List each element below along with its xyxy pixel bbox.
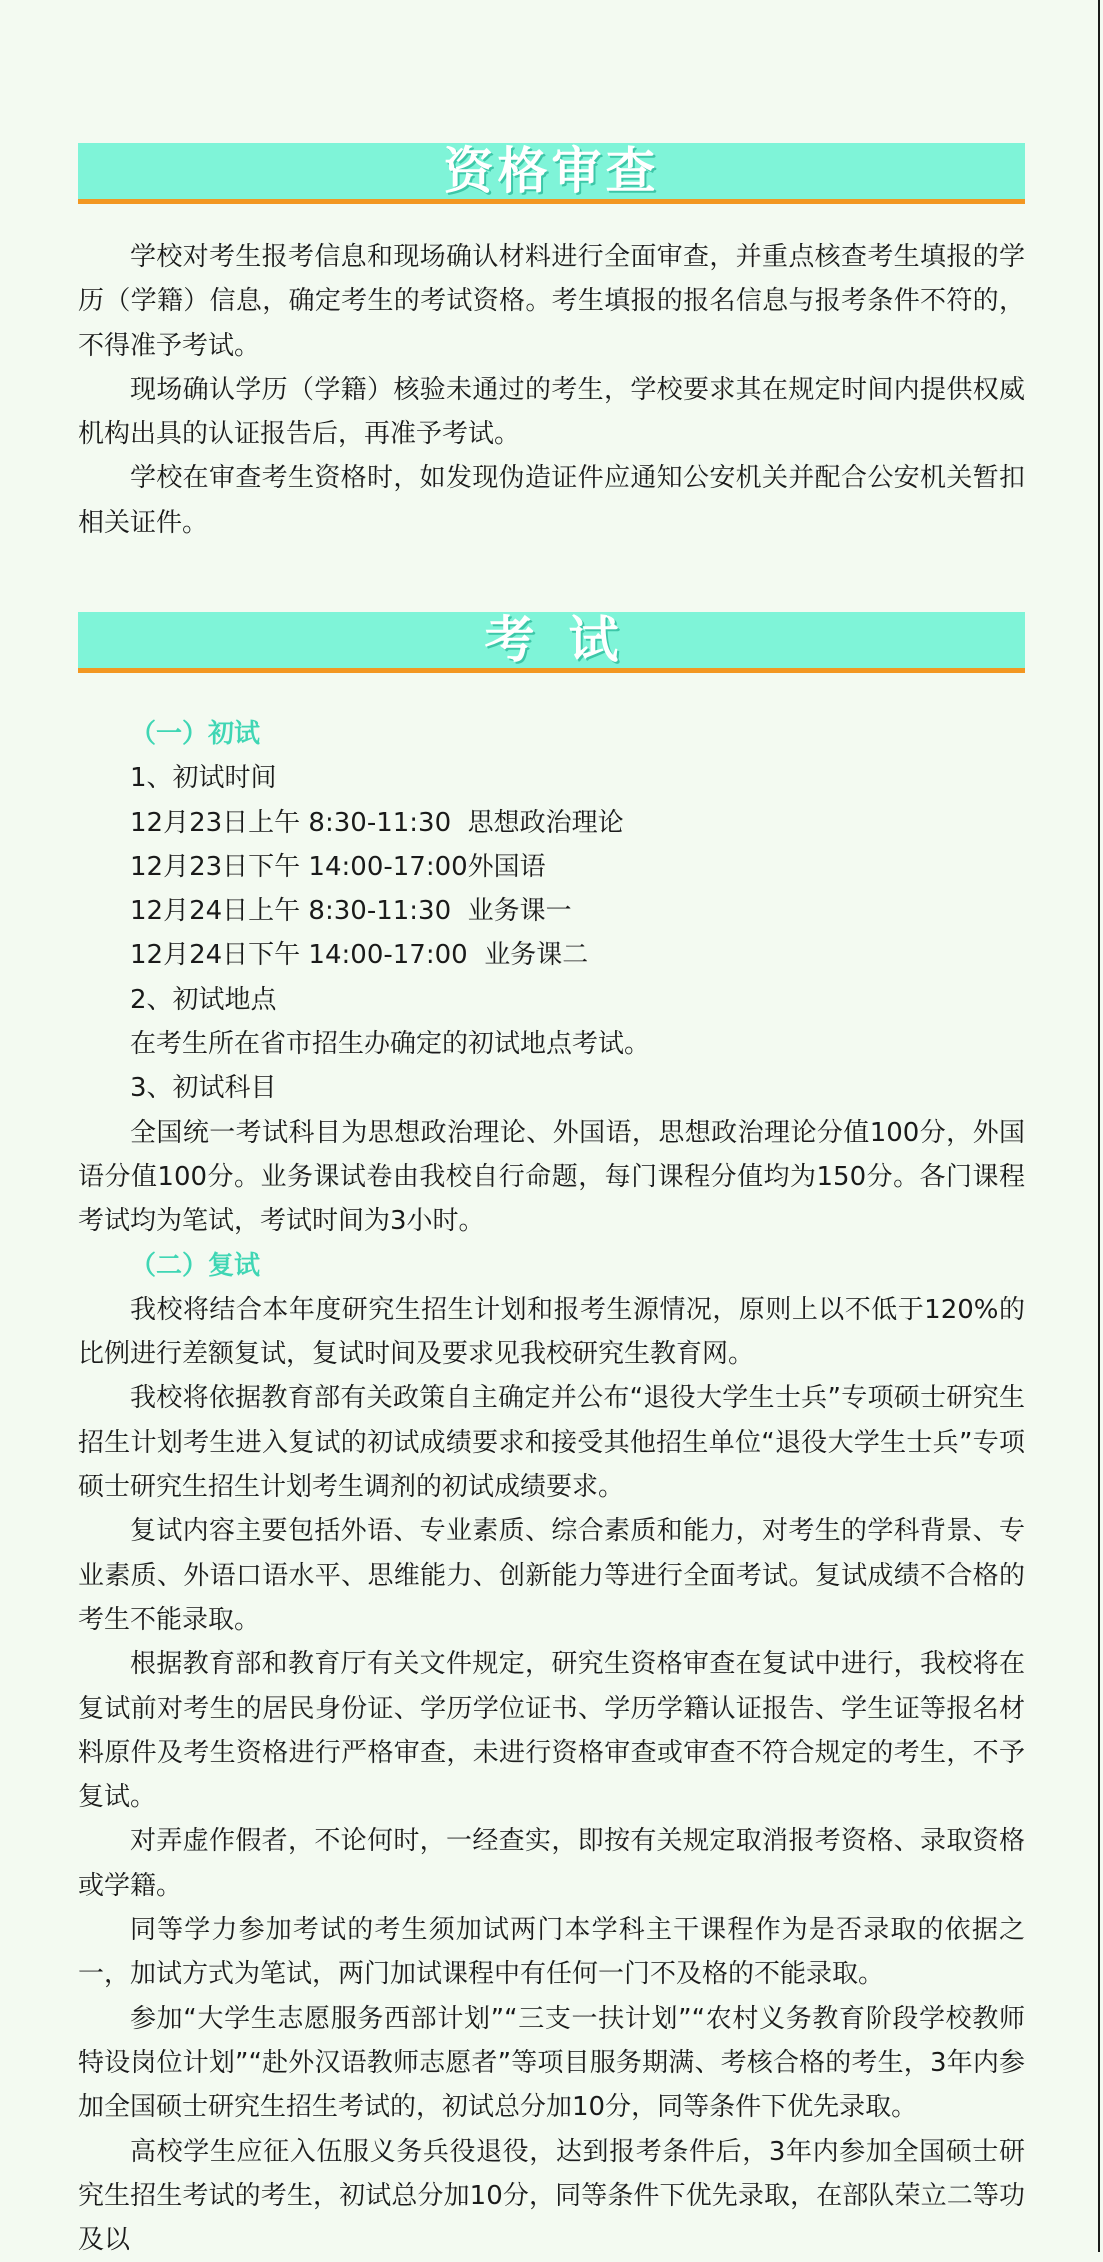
paragraph: 我校将结合本年度研究生招生计划和报考生源情况，原则上以不低于120%的比例进行差额复试，复试时间及要求见我校研究生教育网。 xyxy=(78,1288,1025,1377)
right-edge-rule xyxy=(1098,0,1100,2252)
paragraph: 参加“大学生志愿服务西部计划”“三支一扶计划”“农村义务教育阶段学校教师特设岗位计划”“赴外汉语教师志愿者”等项目服务期满、考核合格的考生，3年内参加全国硕士研究生招生考试的，初试总分加10分，同等条件下优先录取。 xyxy=(78,1997,1025,2130)
section-title-exam: 考试 xyxy=(451,612,653,668)
subheading-preliminary: （一）初试 xyxy=(78,712,1025,756)
section-header-exam xyxy=(78,612,1025,673)
paragraph: 学校在审查考生资格时，如发现伪造证件应通知公安机关并配合公安机关暂扣相关证件。 xyxy=(78,456,1025,545)
paragraph: 我校将依据教育部有关政策自主确定并公布“退役大学生士兵”专项硕士研究生招生计划考生进入复试的初试成绩要求和接受其他招生单位“退役大学生士兵”专项硕士研究生招生计划考生调剂的初试成绩要求。 xyxy=(78,1376,1025,1509)
paragraph: 学校对考生报考信息和现场确认材料进行全面审查，并重点核查考生填报的学历（学籍）信息，确定考生的考试资格。考生填报的报名信息与报考条件不符的，不得准予考试。 xyxy=(78,235,1025,368)
paragraph: 对弄虚作假者，不论何时，一经查实，即按有关规定取消报考资格、录取资格或学籍。 xyxy=(78,1819,1025,1908)
paragraph: 复试内容主要包括外语、专业素质、综合素质和能力，对考生的学科背景、专业素质、外语口语水平、思维能力、创新能力等进行全面考试。复试成绩不合格的考生不能录取。 xyxy=(78,1509,1025,1642)
schedule-line: 12月23日上午 8:30-11:30 思想政治理论 xyxy=(78,801,1025,845)
location-text: 在考生所在省市招生办确定的初试地点考试。 xyxy=(78,1022,1025,1066)
item-label-subjects: 3、初试科目 xyxy=(78,1066,1025,1110)
paragraph: 高校学生应征入伍服义务兵役退役，达到报考条件后，3年内参加全国硕士研究生招生考试的考生，初试总分加10分，同等条件下优先录取，在部队荣立二等功及以 xyxy=(78,2130,1025,2262)
qualification-content xyxy=(78,235,1025,545)
subjects-text: 全国统一考试科目为思想政治理论、外国语，思想政治理论分值100分，外国语分值100分。业务课试卷由我校自行命题，每门课程分值均为150分。各门课程考试均为笔试，考试时间为3小时。 xyxy=(78,1111,1025,1244)
paragraph: 同等学力参加考试的考生须加试两门本学科主干课程作为是否录取的依据之一，加试方式为笔试，两门加试课程中有任何一门不及格的不能录取。 xyxy=(78,1908,1025,1997)
schedule-line: 12月23日下午 14:00-17:00外国语 xyxy=(78,845,1025,889)
paragraph: 现场确认学历（学籍）核验未通过的考生，学校要求其在规定时间内提供权威机构出具的认证报告后，再准予考试。 xyxy=(78,368,1025,457)
schedule-line: 12月24日上午 8:30-11:30 业务课一 xyxy=(78,889,1025,933)
item-label-time: 1、初试时间 xyxy=(78,756,1025,800)
subheading-retest: （二）复试 xyxy=(78,1244,1025,1288)
item-label-location: 2、初试地点 xyxy=(78,978,1025,1022)
schedule-line: 12月24日下午 14:00-17:00 业务课二 xyxy=(78,933,1025,977)
exam-content xyxy=(78,712,1025,2262)
section-header-qualification xyxy=(78,143,1025,204)
section-title-qualification: 资格审查 xyxy=(444,143,660,199)
paragraph: 根据教育部和教育厅有关文件规定，研究生资格审查在复试中进行，我校将在复试前对考生的居民身份证、学历学位证书、学历学籍认证报告、学生证等报名材料原件及考生资格进行严格审查，未进行资格审查或审查不符合规定的考生，不予复试。 xyxy=(78,1642,1025,1819)
